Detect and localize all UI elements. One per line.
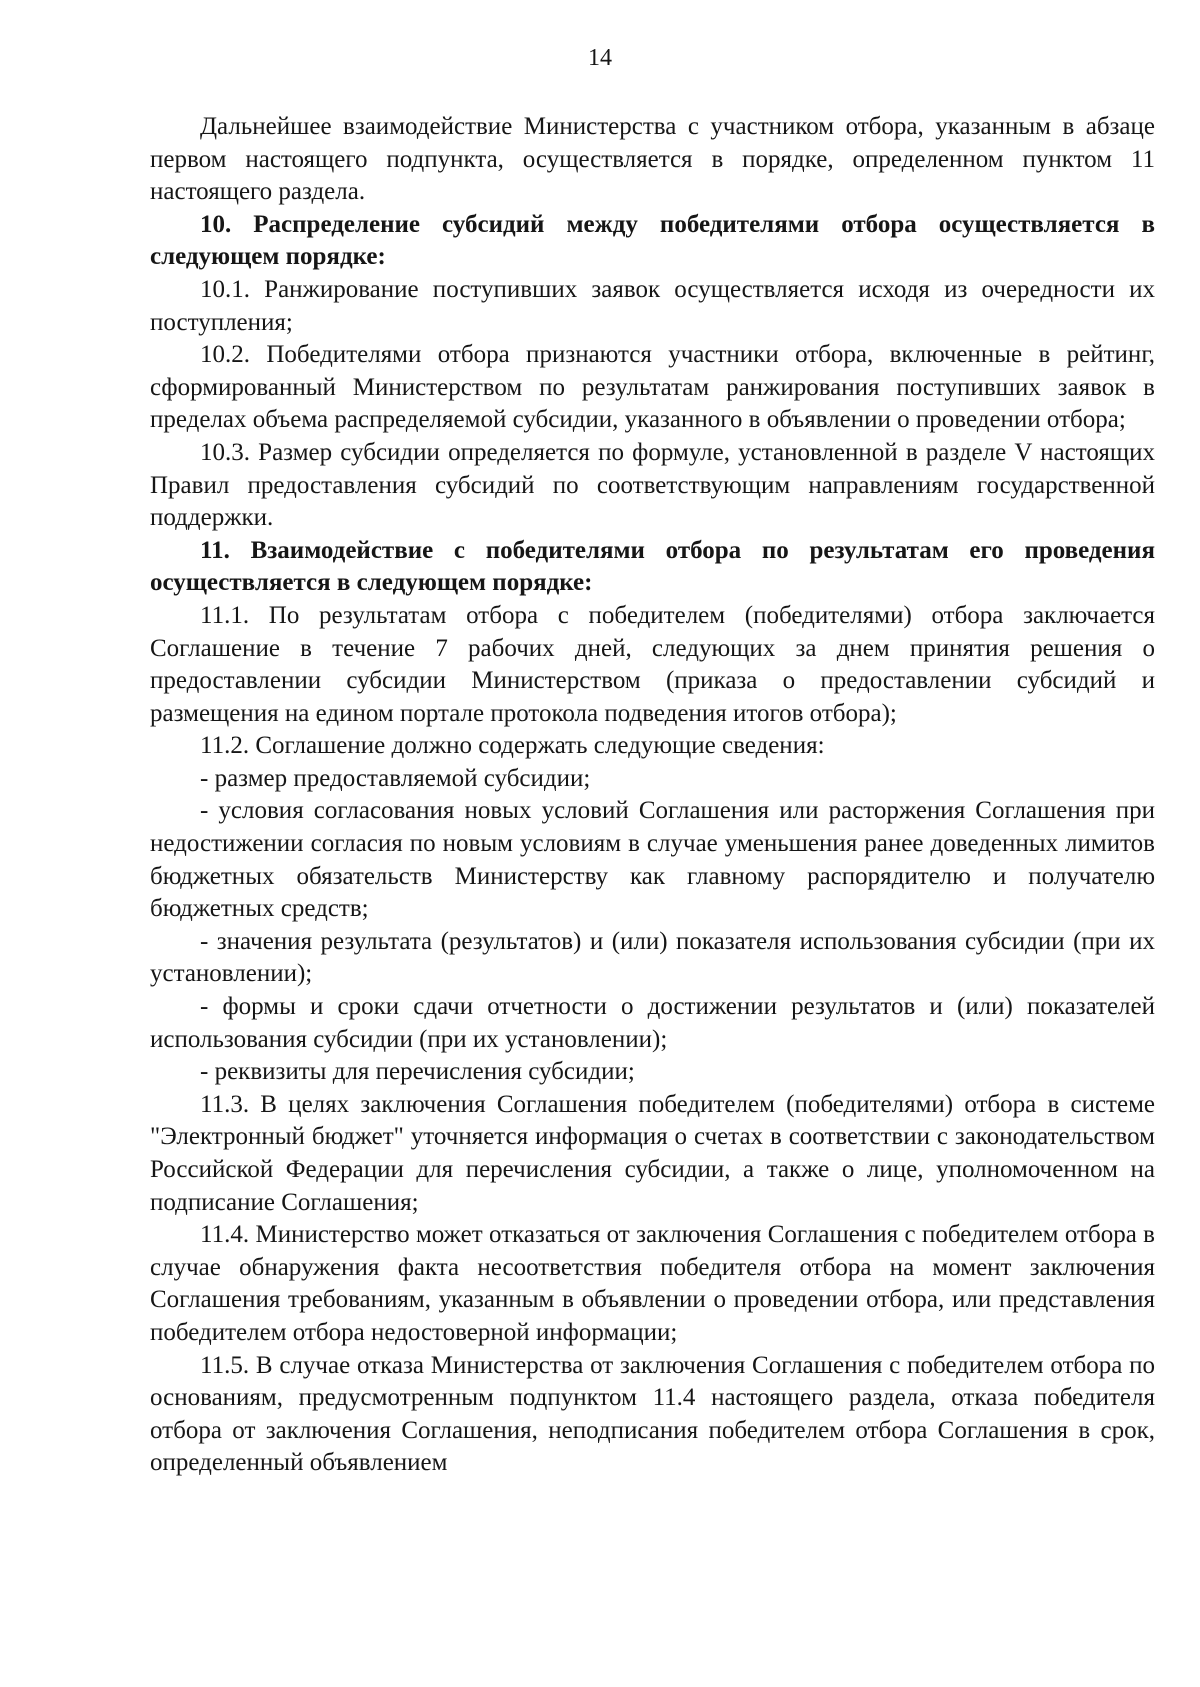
list-item-result-values: - значения результата (результатов) и (или) показателя использования субсидии (при их установлении); — [150, 927, 1155, 988]
page-number: 14 — [588, 45, 612, 71]
list-item-payment-details: - реквизиты для перечисления субсидии; — [200, 1058, 635, 1086]
paragraph-10-1: 10.1. Ранжирование поступивших заявок осуществляется исходя из очередности их поступления; — [150, 275, 1155, 336]
paragraph-10-2: 10.2. Победителями отбора признаются участники отбора, включенные в рейтинг, сформированный Министерством по результатам ранжирования поступивших заявок в пределах объема распределяемой субсидии, указанного в объявлении о проведении отбора; — [150, 341, 1155, 434]
list-item-reporting-forms: - формы и сроки сдачи отчетности о достижении результатов и (или) показателей использования субсидии (при их установлении); — [150, 993, 1155, 1053]
paragraph-interaction-continuation: Дальнейшее взаимодействие Министерства с участником отбора, указанным в абзаце первом настоящего подпункта, осуществляется в порядке, определенном пунктом 11 настоящего раздела. — [150, 113, 1155, 206]
section-heading-10: 10. Распределение субсидий между победителями отбора осуществляется в следующем порядке: — [150, 210, 1155, 271]
list-item-agreement-conditions: - условия согласования новых условий Соглашения или расторжения Соглашения при недостижении согласия по новым условиям в случае уменьшения ранее доведенных лимитов бюджетных обязательств Министерству как главному распорядителю и получателю бюджетных средств; — [150, 797, 1155, 923]
paragraph-11-2: 11.2. Соглашение должно содержать следующие сведения: — [200, 732, 825, 760]
paragraph-11-5: 11.5. В случае отказа Министерства от заключения Соглашения с победителем отбора по основаниям, предусмотренным подпунктом 11.4 настоящего раздела, отказа победителя отбора от заключения Соглашения, неподписания победителем отбора Соглашения в срок, определенный объявлением — [150, 1351, 1155, 1477]
paragraph-11-4: 11.4. Министерство может отказаться от заключения Соглашения с победителем отбора в случае обнаружения факта несоответствия победителя отбора на момент заключения Соглашения требованиям, указанным в объявлении о проведении отбора, или представления победителем отбора недостоверной информации; — [150, 1221, 1155, 1346]
paragraph-11-1: 11.1. По результатам отбора с победителем (победителями) отбора заключается Соглашение в течение 7 рабочих дней, следующих за днем принятия решения о предоставлении субсидии Министерством (приказа о предоставлении субсидий и размещения на едином портале протокола подведения итогов отбора); — [150, 601, 1155, 727]
list-item-subsidy-amount: - размер предоставляемой субсидии; — [200, 764, 591, 792]
paragraph-11-3: 11.3. В целях заключения Соглашения победителем (победителями) отбора в системе "Электронный бюджет" уточняется информация о счетах в соответствии с законодательством Российской Федерации для перечисления субсидии, а также о лице, уполномоченном на подписание Соглашения; — [150, 1090, 1155, 1216]
document-body — [150, 111, 1155, 1480]
paragraph-10-3: 10.3. Размер субсидии определяется по формуле, установленной в разделе V настоящих Правил предоставления субсидий по соответствующим направлениям государственной поддержки. — [150, 438, 1155, 532]
section-heading-11: 11. Взаимодействие с победителями отбора по результатам его проведения осуществляется в следующем порядке: — [150, 536, 1155, 597]
